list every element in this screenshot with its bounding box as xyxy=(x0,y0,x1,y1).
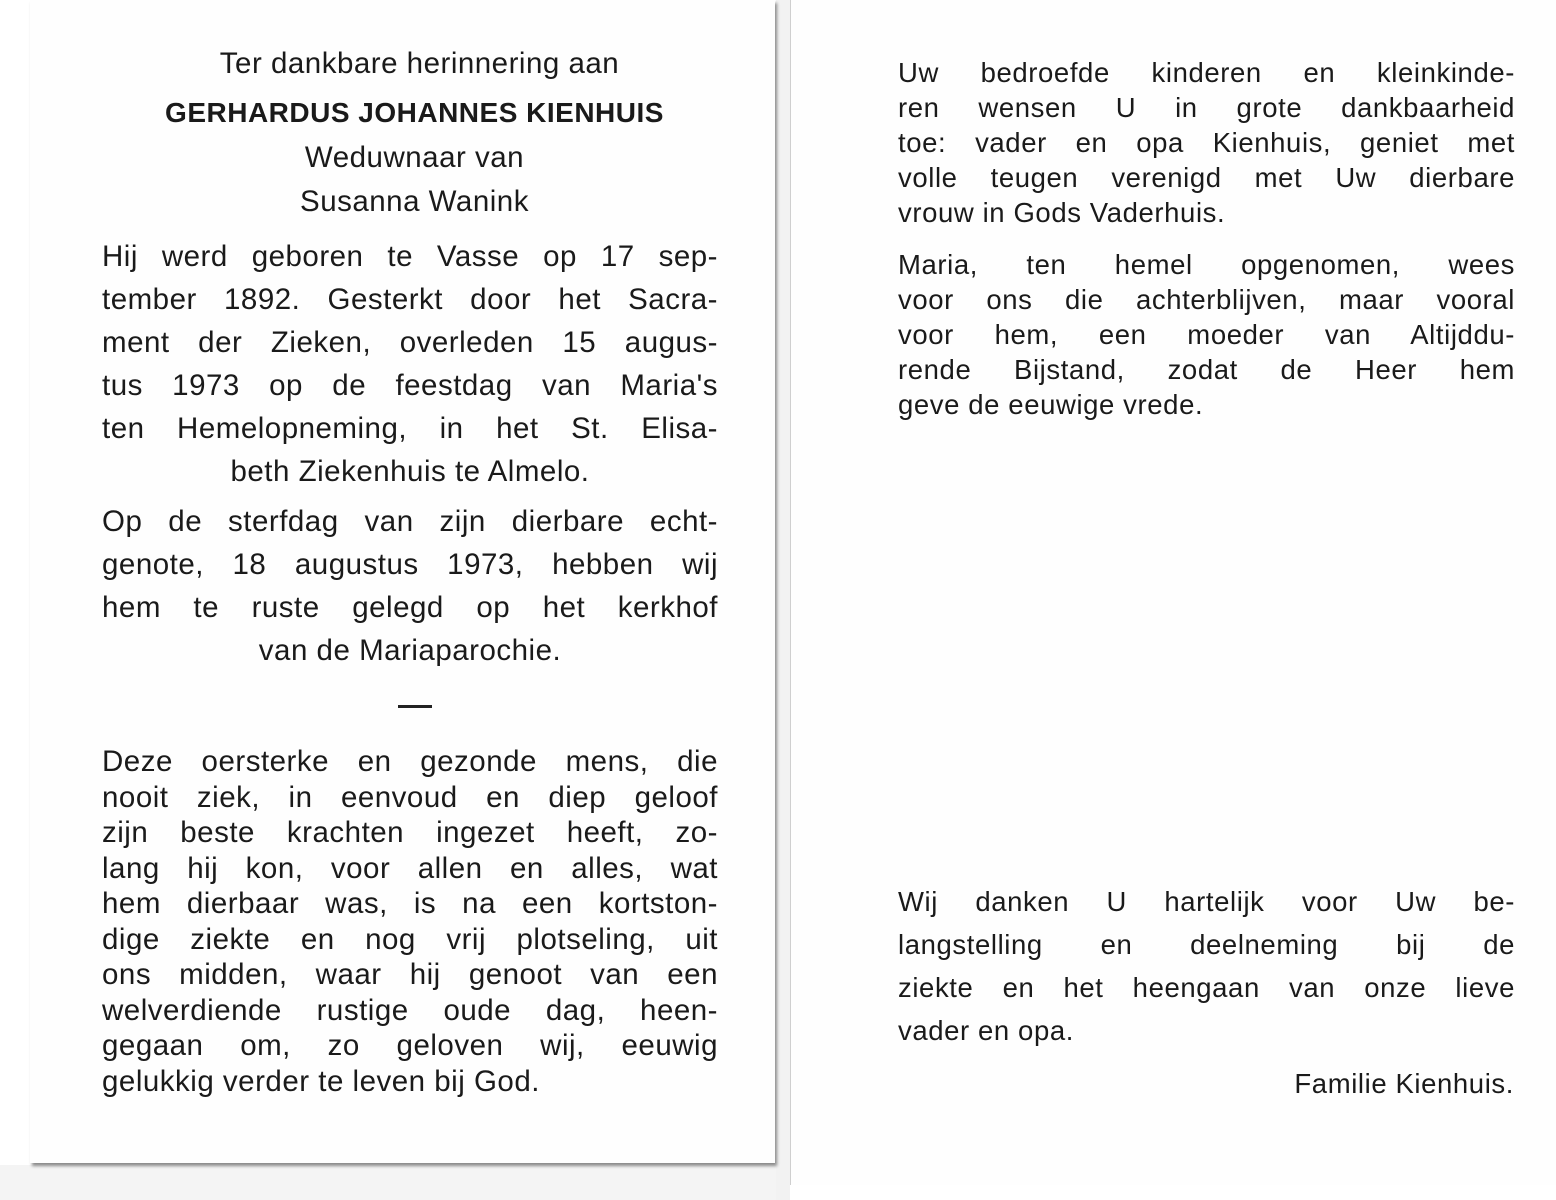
text-line: Op de sterfdag van zijn dierbare echt- xyxy=(102,505,718,538)
text-line: toe: vader en opa Kienhuis, geniet met xyxy=(898,127,1515,158)
text-line: ten Hemelopneming, in het St. Elisa- xyxy=(102,412,718,445)
widower-label: Weduwnaar van xyxy=(304,141,525,174)
scan-background xyxy=(0,1165,790,1200)
text-line: Maria, ten hemel opgenomen, wees xyxy=(898,249,1515,280)
text-line: genote, 18 augustus 1973, hebben wij xyxy=(102,548,718,581)
text-line: lang hij kon, voor allen en alles, wat xyxy=(102,851,718,885)
text-line: rende Bijstand, zodat de Heer hem xyxy=(898,354,1515,385)
text-line: nooit ziek, in eenvoud en diep geloof xyxy=(102,780,718,814)
spouse-name: Susanna Wanink xyxy=(300,185,529,218)
dedication-heading: Ter dankbare herinnering aan xyxy=(219,47,620,80)
text-line: geve de eeuwige vrede. xyxy=(898,389,1204,420)
text-line: voor hem, een moeder van Altijddu- xyxy=(898,319,1515,350)
text-line: hem te ruste gelegd op het kerkhof xyxy=(102,591,718,624)
text-line: Wij danken U hartelijk voor Uw be- xyxy=(898,886,1515,917)
text-line: Deze oersterke en gezonde mens, die xyxy=(102,745,718,778)
text-line: Hij werd geboren te Vasse op 17 sep- xyxy=(102,240,718,273)
deceased-name: GERHARDUS JOHANNES KIENHUIS xyxy=(165,97,664,128)
text-line: Uw bedroefde kinderen en kleinkinde- xyxy=(898,57,1515,88)
text-line: vrouw in Gods Vaderhuis. xyxy=(898,197,1226,228)
text-line: ziekte en het heengaan van onze lieve xyxy=(898,972,1515,1003)
text-line: dige ziekte en nog vrij plotseling, uit xyxy=(102,922,718,956)
text-line: zijn beste krachten ingezet heeft, zo- xyxy=(102,816,718,849)
text-line: beth Ziekenhuis te Almelo. xyxy=(230,455,590,488)
text-line: vader en opa. xyxy=(898,1015,1074,1046)
family-signature: Familie Kienhuis. xyxy=(1294,1068,1514,1099)
text-line: ons midden, waar hij genoot van een xyxy=(102,958,718,991)
text-line: van de Mariaparochie. xyxy=(258,634,562,667)
text-line: gegaan om, zo geloven wij, eeuwig xyxy=(102,1029,718,1062)
text-line: tus 1973 op de feestdag van Maria's xyxy=(102,369,718,402)
card-gap xyxy=(776,0,790,1200)
separator-dash xyxy=(398,705,432,708)
text-line: volle teugen verenigd met Uw dierbare xyxy=(898,162,1515,193)
text-line: ment der Zieken, overleden 15 augus- xyxy=(102,326,718,359)
text-line: ren wensen U in grote dankbaarheid xyxy=(898,92,1515,123)
text-line: tember 1892. Gesterkt door het Sacra- xyxy=(102,283,718,316)
text-line: langstelling en deelneming bij de xyxy=(898,929,1515,960)
text-line: hem dierbaar was, is na een kortston- xyxy=(102,887,718,920)
text-line: voor ons die achterblijven, maar vooral xyxy=(898,284,1515,315)
text-line: gelukkig verder te leven bij God. xyxy=(102,1064,540,1098)
text-line: welverdiende rustige oude dag, heen- xyxy=(102,993,718,1027)
